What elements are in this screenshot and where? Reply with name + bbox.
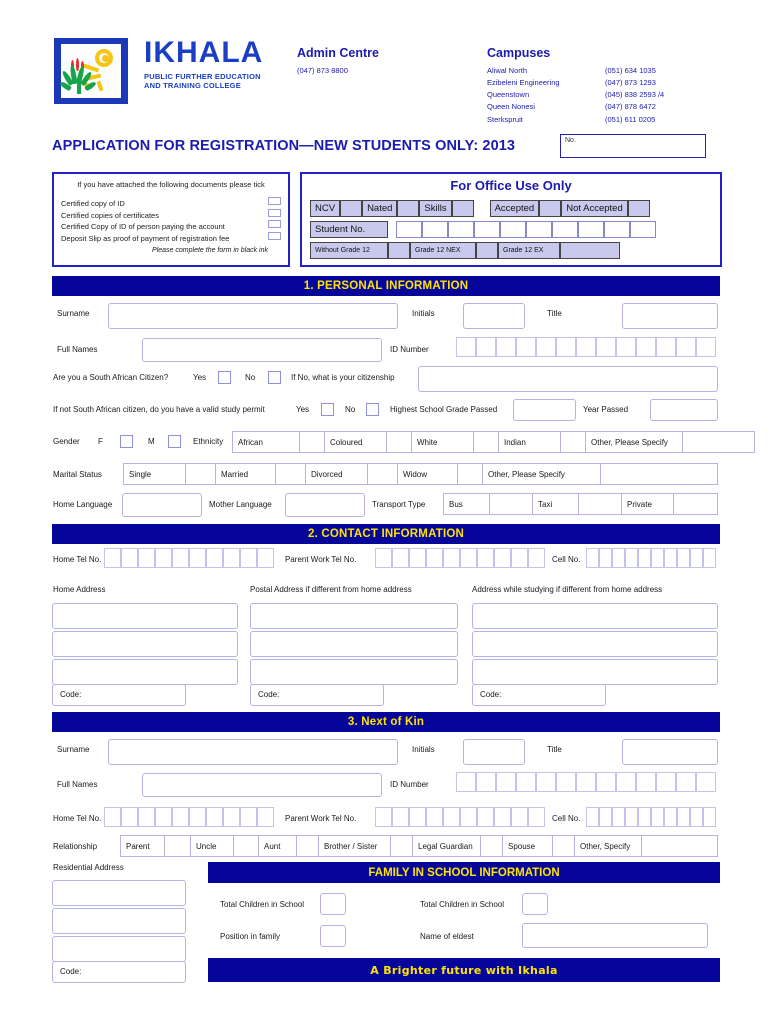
- label-residential-address: Residential Address: [53, 863, 124, 872]
- checkbox-citizen-yes[interactable]: [218, 371, 231, 384]
- option-relationship-aunt: Aunt: [258, 835, 296, 857]
- label-kin-full-names: Full Names: [57, 780, 98, 789]
- label-postal-code: Code:: [258, 690, 280, 699]
- label-home-language: Home Language: [53, 500, 113, 509]
- label-marital-status: Marital Status: [53, 470, 102, 479]
- label-initials: Initials: [412, 309, 435, 318]
- office-tick-grade12-ex[interactable]: [560, 242, 620, 259]
- campus-name: Sterkspruit: [487, 114, 523, 124]
- label-title: Title: [547, 309, 562, 318]
- documents-checklist: [52, 172, 290, 267]
- brand-name: IKHALA: [144, 36, 264, 69]
- label-transport-type: Transport Type: [372, 500, 426, 509]
- input-residential-address-line3[interactable]: [52, 936, 186, 962]
- option-ethnicity-indian: Indian: [498, 431, 560, 453]
- office-option-grade12-ex: Grade 12 EX: [498, 242, 560, 259]
- campus-name: Aliwal North: [487, 66, 528, 75]
- checklist-item: Certified Copy of ID of person paying the account: [61, 222, 225, 232]
- office-option-accepted: Accepted: [490, 200, 540, 217]
- option-marital-divorced: Divorced: [305, 463, 367, 485]
- label-kin-home-tel: Home Tel No.: [53, 814, 102, 823]
- section-header-next-of-kin: 3. Next of Kin: [52, 712, 720, 732]
- label-kin-id-number: ID Number: [390, 780, 429, 789]
- input-title[interactable]: [622, 303, 718, 329]
- label-gender: Gender: [53, 437, 80, 446]
- checkbox-gender-female[interactable]: [120, 435, 133, 448]
- input-ethnicity-other[interactable]: [682, 431, 755, 453]
- label-citizen-question: Are you a South African Citizen?: [53, 373, 169, 382]
- brand-subtitle-line1: PUBLIC FURTHER EDUCATION: [144, 72, 261, 81]
- page-header: [52, 36, 722, 124]
- campus-row: [487, 77, 727, 89]
- brand-block: [144, 38, 263, 91]
- option-transport-bus: Bus: [443, 493, 489, 515]
- label-home-tel: Home Tel No.: [53, 555, 102, 564]
- office-row-programme: [310, 200, 656, 217]
- office-tick-nated[interactable]: [397, 200, 419, 217]
- checklist-tick-box[interactable]: [268, 220, 281, 228]
- option-relationship-spouse: Spouse: [502, 835, 552, 857]
- label-kin-surname: Surname: [57, 745, 90, 754]
- office-option-without-grade12: Without Grade 12: [310, 242, 388, 259]
- label-permit-yes: Yes: [296, 405, 310, 414]
- label-citizen-no: No: [245, 373, 256, 382]
- label-relationship: Relationship: [53, 842, 98, 851]
- input-kin-full-names[interactable]: [142, 773, 382, 797]
- input-cell-no[interactable]: [586, 548, 716, 568]
- checkbox-relationship-spouse[interactable]: [552, 835, 574, 857]
- checkbox-permit-no[interactable]: [366, 403, 379, 416]
- admin-centre-phone: (047) 873 8800: [297, 66, 348, 75]
- checkbox-relationship-uncle[interactable]: [233, 835, 258, 857]
- student-no-label: Student No.: [310, 221, 388, 238]
- application-no-label: No.: [565, 137, 576, 144]
- transport-options: [443, 493, 718, 515]
- input-study-address-code[interactable]: [472, 684, 606, 706]
- option-relationship-other: Other, Specify: [574, 835, 641, 857]
- input-postal-address-line1[interactable]: [250, 603, 458, 629]
- label-gender-male: M: [148, 437, 155, 446]
- input-kin-title[interactable]: [622, 739, 718, 765]
- label-study-address: Address while studying if different from home address: [472, 585, 663, 594]
- label-postal-address: Postal Address if different from home address: [250, 585, 412, 594]
- campuses-block: [487, 46, 727, 126]
- checkbox-relationship-parent[interactable]: [164, 835, 190, 857]
- office-option-nated: Nated: [362, 200, 397, 217]
- label-highest-grade: Highest School Grade Passed: [390, 405, 498, 414]
- checklist-tick-box[interactable]: [268, 232, 281, 240]
- checkbox-ethnicity-coloured[interactable]: [386, 431, 411, 453]
- input-postal-address-line2[interactable]: [250, 631, 458, 657]
- input-parent-work-tel[interactable]: [375, 548, 545, 568]
- input-total-children-left[interactable]: [320, 893, 346, 915]
- checkbox-marital-single[interactable]: [185, 463, 215, 485]
- office-row-student-no: [310, 221, 656, 238]
- label-kin-cell-no: Cell No.: [552, 814, 581, 823]
- campuses-title: Campuses: [487, 46, 551, 60]
- label-study-code: Code:: [480, 690, 502, 699]
- input-total-children-right[interactable]: [522, 893, 548, 915]
- label-position-in-family: Position in family: [220, 932, 281, 941]
- input-residential-address-code[interactable]: [52, 961, 186, 983]
- checkbox-transport-taxi[interactable]: [578, 493, 621, 515]
- input-kin-parent-work-tel[interactable]: [375, 807, 545, 827]
- label-residential-code: Code:: [60, 967, 82, 976]
- campus-row: [487, 101, 727, 113]
- office-tick-accepted[interactable]: [539, 200, 561, 217]
- checklist-item: Certified copies of certificates: [61, 210, 159, 220]
- option-marital-single: Single: [123, 463, 185, 485]
- campus-name: Queenstown: [487, 90, 530, 100]
- input-postal-address-code[interactable]: [250, 684, 384, 706]
- brand-subtitle-line2: AND TRAINING COLLEGE: [144, 81, 241, 91]
- input-study-address-line3[interactable]: [472, 659, 718, 685]
- office-tick-skills[interactable]: [452, 200, 474, 217]
- checklist-item: Deposit Slip as proof of payment of registration fee: [61, 233, 230, 243]
- label-permit-no: No: [345, 405, 356, 414]
- input-home-address-code[interactable]: [52, 684, 186, 706]
- option-relationship-legal-guardian: Legal Guardian: [412, 835, 480, 857]
- office-tick-without-grade12[interactable]: [388, 242, 410, 259]
- label-id-number: ID Number: [390, 345, 429, 354]
- office-option-not-accepted: Not Accepted: [561, 200, 628, 217]
- checkbox-relationship-aunt[interactable]: [296, 835, 318, 857]
- input-citizenship[interactable]: [418, 366, 718, 392]
- section-header-contact-information: 2. CONTACT INFORMATION: [52, 524, 720, 544]
- option-relationship-uncle: Uncle: [190, 835, 233, 857]
- input-home-address-line2[interactable]: [52, 631, 238, 657]
- campus-name: Ezibeleni Engineering: [487, 78, 560, 88]
- checklist-tick-box[interactable]: [268, 209, 281, 217]
- input-home-language[interactable]: [122, 493, 202, 517]
- checkbox-marital-married[interactable]: [275, 463, 305, 485]
- label-name-of-eldest: Name of eldest: [420, 932, 474, 941]
- checklist-note: Please complete the form in black ink: [152, 247, 268, 255]
- office-option-skills: Skills: [419, 200, 451, 217]
- checkbox-ethnicity-white[interactable]: [473, 431, 498, 453]
- option-ethnicity-coloured: Coloured: [324, 431, 386, 453]
- page-title: APPLICATION FOR REGISTRATION—NEW STUDENTS ONLY: 2013: [52, 138, 516, 154]
- option-ethnicity-white: White: [411, 431, 473, 453]
- campus-phone: (047) 878 6472: [605, 102, 656, 112]
- campus-phone: (047) 873 1293: [605, 78, 656, 88]
- checklist-tick-box[interactable]: [268, 197, 281, 205]
- office-option-grade12-nex: Grade 12 NEX: [410, 242, 476, 259]
- checkbox-transport-private[interactable]: [673, 493, 718, 515]
- campus-phone: (051) 634 1035: [605, 66, 656, 75]
- checkbox-relationship-brother-sister[interactable]: [390, 835, 412, 857]
- input-residential-address-line2[interactable]: [52, 908, 186, 934]
- campus-row: [487, 65, 727, 77]
- option-transport-taxi: Taxi: [532, 493, 578, 515]
- label-ethnicity: Ethnicity: [193, 437, 224, 446]
- label-home-address: Home Address: [53, 585, 106, 594]
- campus-phone: (051) 611 0205: [605, 114, 656, 124]
- campus-phone: (045) 838 2593 /4: [605, 90, 665, 100]
- label-kin-initials: Initials: [412, 745, 435, 754]
- checkbox-ethnicity-african[interactable]: [299, 431, 324, 453]
- input-relationship-other[interactable]: [641, 835, 718, 857]
- input-postal-address-line3[interactable]: [250, 659, 458, 685]
- input-home-tel[interactable]: [104, 548, 274, 568]
- checklist-item: Certified copy of ID: [61, 199, 125, 208]
- option-relationship-parent: Parent: [120, 835, 164, 857]
- checkbox-relationship-legal-guardian[interactable]: [480, 835, 502, 857]
- footer-tagline: A Brighter future with Ikhala: [370, 963, 558, 977]
- ethnicity-options: [232, 431, 755, 453]
- input-kin-surname[interactable]: [108, 739, 398, 765]
- relationship-options: [120, 835, 718, 857]
- input-full-names[interactable]: [142, 338, 382, 362]
- label-kin-parent-work-tel: Parent Work Tel No.: [285, 814, 357, 823]
- input-home-address-line1[interactable]: [52, 603, 238, 629]
- label-surname: Surname: [57, 309, 90, 318]
- input-study-address-line1[interactable]: [472, 603, 718, 629]
- option-transport-private: Private: [621, 493, 673, 515]
- office-row-grade: [310, 242, 656, 259]
- admin-centre-title: Admin Centre: [297, 46, 379, 60]
- office-tick-grade12-nex[interactable]: [476, 242, 498, 259]
- input-study-address-line2[interactable]: [472, 631, 718, 657]
- option-marital-other: Other, Please Specify: [482, 463, 600, 485]
- ikhala-logo-icon: [52, 36, 140, 110]
- label-citizen-yes: Yes: [193, 373, 207, 382]
- checkbox-citizen-no[interactable]: [268, 371, 281, 384]
- input-home-address-line3[interactable]: [52, 659, 238, 685]
- label-mother-language: Mother Language: [209, 500, 272, 509]
- option-ethnicity-other: Other, Please Specify: [585, 431, 682, 453]
- checkbox-gender-male[interactable]: [168, 435, 181, 448]
- input-id-number[interactable]: [456, 337, 716, 357]
- option-marital-widow: Widow: [397, 463, 457, 485]
- admin-centre-block: [297, 46, 477, 77]
- office-use-panel: [300, 172, 722, 267]
- label-parent-work-tel: Parent Work Tel No.: [285, 555, 357, 564]
- label-total-children-right: Total Children in School: [420, 900, 505, 909]
- campus-name: Queen Nonesi: [487, 102, 535, 112]
- office-tick-ncv[interactable]: [340, 200, 362, 217]
- checkbox-marital-widow[interactable]: [457, 463, 482, 485]
- input-initials[interactable]: [463, 303, 525, 329]
- family-in-school-title: FAMILY IN SCHOOL INFORMATION: [368, 866, 560, 879]
- input-residential-address-line1[interactable]: [52, 880, 186, 906]
- campus-row: [487, 89, 727, 101]
- checklist-heading: If you have attached the following documents please tick: [77, 180, 265, 189]
- checkbox-marital-divorced[interactable]: [367, 463, 397, 485]
- input-kin-id-number[interactable]: [456, 772, 716, 792]
- label-study-permit: If not South African citizen, do you have a valid study permit: [53, 405, 265, 414]
- input-year-passed[interactable]: [650, 399, 718, 421]
- label-year-passed: Year Passed: [583, 405, 629, 414]
- family-in-school-panel: [208, 862, 720, 982]
- input-position-in-family[interactable]: [320, 925, 346, 947]
- label-cell-no: Cell No.: [552, 555, 581, 564]
- input-surname[interactable]: [108, 303, 398, 329]
- campus-row: [487, 114, 727, 126]
- label-full-names: Full Names: [57, 345, 98, 354]
- marital-status-options: [123, 463, 718, 485]
- office-tick-not-accepted[interactable]: [628, 200, 650, 217]
- spacer: [474, 200, 490, 217]
- input-kin-initials[interactable]: [463, 739, 525, 765]
- family-in-school-body: [208, 883, 720, 958]
- student-no-input[interactable]: [396, 221, 656, 238]
- input-marital-other[interactable]: [600, 463, 718, 485]
- label-gender-female: F: [98, 437, 103, 446]
- label-citizenship: If No, what is your citizenship: [291, 373, 395, 382]
- label-kin-title: Title: [547, 745, 562, 754]
- input-mother-language[interactable]: [285, 493, 365, 517]
- option-ethnicity-african: African: [232, 431, 299, 453]
- option-marital-married: Married: [215, 463, 275, 485]
- input-kin-cell-no[interactable]: [586, 807, 716, 827]
- input-kin-home-tel[interactable]: [104, 807, 274, 827]
- checkbox-ethnicity-indian[interactable]: [560, 431, 585, 453]
- checkbox-transport-bus[interactable]: [489, 493, 532, 515]
- office-use-title: For Office Use Only: [450, 178, 572, 193]
- office-option-ncv: NCV: [310, 200, 340, 217]
- section-header-personal-information: 1. PERSONAL INFORMATION: [52, 276, 720, 296]
- application-no-field[interactable]: [560, 134, 706, 158]
- label-total-children-left: Total Children in School: [220, 900, 305, 909]
- checkbox-permit-yes[interactable]: [321, 403, 334, 416]
- input-highest-grade[interactable]: [513, 399, 576, 421]
- input-name-of-eldest[interactable]: [522, 923, 708, 948]
- option-relationship-brother-sister: Brother / Sister: [318, 835, 390, 857]
- label-home-code: Code:: [60, 690, 82, 699]
